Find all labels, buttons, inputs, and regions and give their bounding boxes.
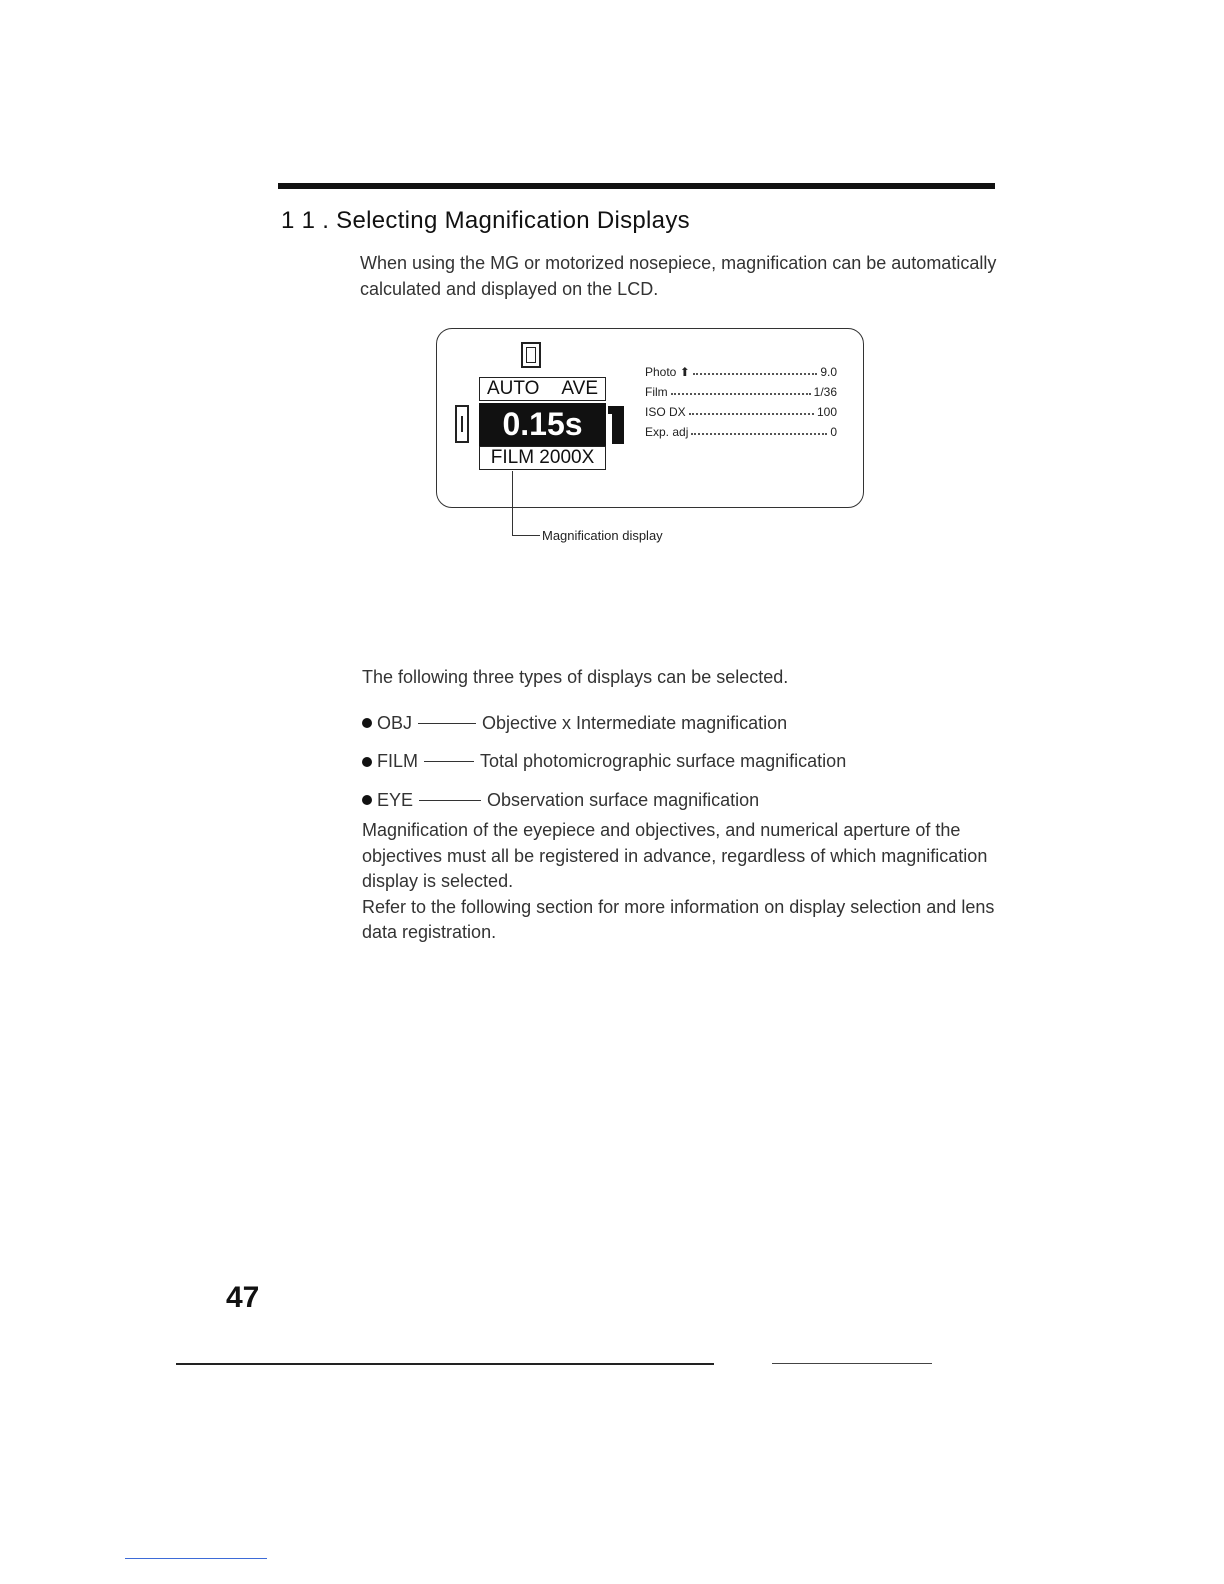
top-rule <box>278 183 995 189</box>
info-row-exp-adj <box>645 422 837 442</box>
info-label: Exp. adj <box>645 425 689 439</box>
intro-paragraph: When using the MG or motorized nosepiece, magnification can be automatically calculated and displayed on the LCD. <box>360 253 997 299</box>
dash-leader <box>418 723 476 724</box>
page-number: 47 <box>226 1281 260 1314</box>
callout-line <box>512 535 540 536</box>
list-item <box>362 704 846 743</box>
dot-leader <box>693 373 818 375</box>
bracket-icon <box>455 405 469 443</box>
bottom-rule <box>772 1363 932 1364</box>
type-name: FILM <box>377 751 419 772</box>
dot-leader <box>691 433 827 435</box>
frame-icon <box>521 342 541 368</box>
type-name: EYE <box>377 789 414 810</box>
bullet-icon <box>362 757 372 767</box>
note-paragraph: Refer to the following section for more information on display selection and lens data registration. <box>362 896 995 942</box>
bullet-icon <box>362 718 372 728</box>
info-label: Photo ⬆ <box>645 365 690 379</box>
info-row-iso <box>645 402 837 422</box>
info-value: 1/36 <box>813 385 837 399</box>
magnification-display: FILM 2000X <box>479 446 606 470</box>
mode-auto: AUTO <box>487 378 540 399</box>
info-row-photo <box>645 362 837 382</box>
info-value: 9.0 <box>820 365 837 379</box>
info-row-film <box>645 382 837 402</box>
type-desc: Observation surface magnification <box>487 789 760 810</box>
mode-ave: AVE <box>561 378 598 399</box>
list-item <box>362 781 846 820</box>
type-name: OBJ <box>377 712 413 733</box>
dash-leader <box>419 800 481 801</box>
type-desc: Total photomicrographic surface magnification <box>480 751 847 772</box>
info-label: ISO DX <box>645 405 686 419</box>
scan-artifact-line <box>125 1558 267 1559</box>
dot-leader <box>689 413 814 415</box>
type-desc: Objective x Intermediate magnification <box>482 712 788 733</box>
bottom-rule <box>176 1363 714 1365</box>
display-type-list <box>362 704 846 820</box>
callout-label: Magnification display <box>542 528 663 543</box>
list-item <box>362 743 846 782</box>
note-paragraph: Magnification of the eyepiece and objectives, and numerical aperture of the objectives must all be registered in advance, regardless of which magnification display is selected. <box>362 820 988 891</box>
bullet-icon <box>362 795 372 805</box>
callout-line <box>512 471 513 535</box>
lcd-info-list <box>645 362 837 442</box>
metering-mode-box <box>479 377 606 401</box>
info-value: 0 <box>830 425 837 439</box>
shutter-speed-display: 0.15s <box>479 403 606 446</box>
section-title: 1 1 . Selecting Magnification Displays <box>281 207 690 234</box>
info-label: Film <box>645 385 668 399</box>
dash-leader <box>424 761 474 762</box>
note-block <box>362 818 1002 946</box>
battery-icon <box>612 406 624 444</box>
types-intro: The following three types of displays can be selected. <box>362 667 789 687</box>
dot-leader <box>671 393 811 395</box>
info-value: 100 <box>816 405 837 419</box>
